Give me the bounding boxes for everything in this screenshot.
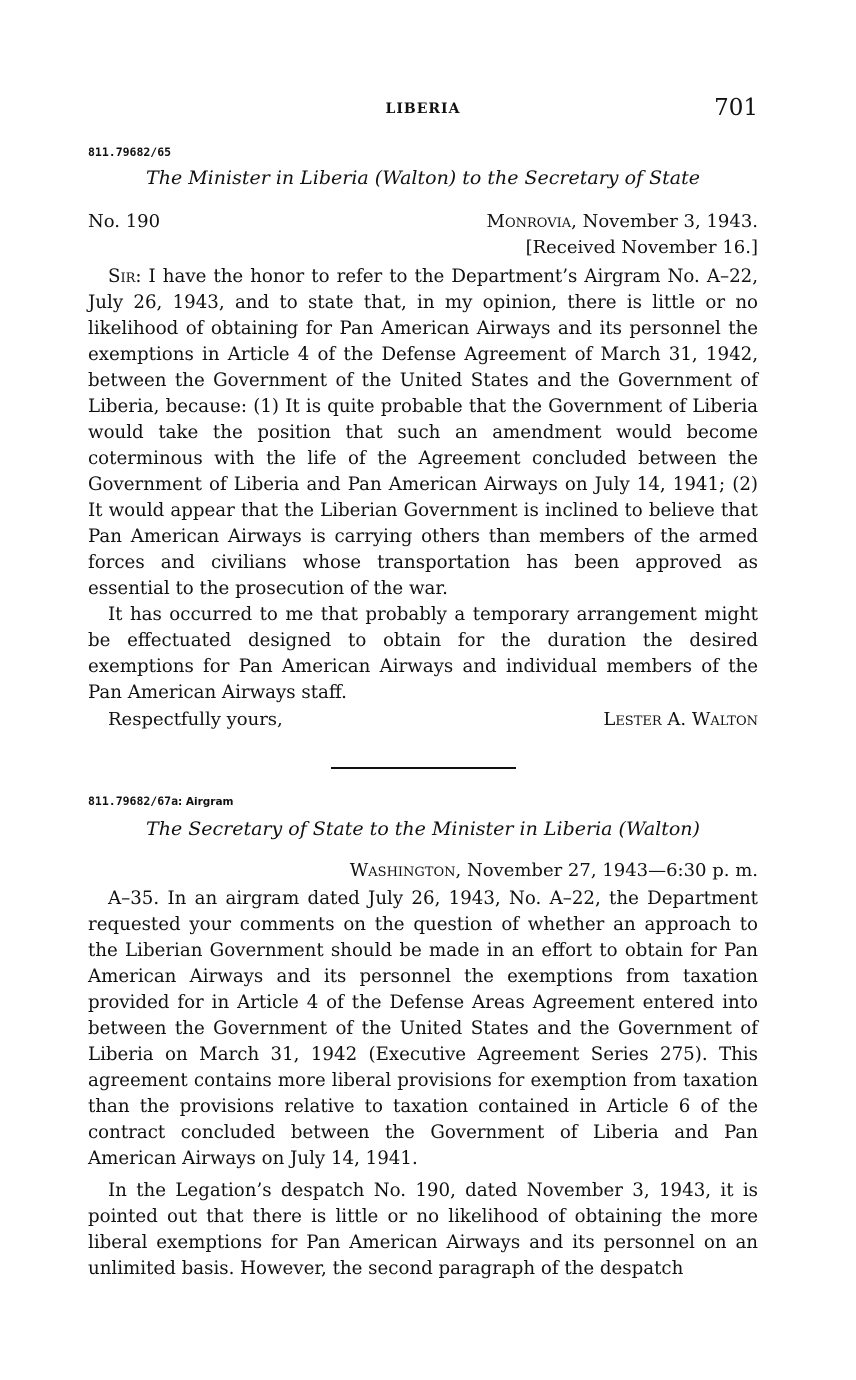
section-divider: [331, 767, 516, 769]
file-reference: [88, 794, 234, 808]
page-number: 701: [714, 95, 758, 121]
airgram-body: [88, 886, 758, 1282]
letter-body: [88, 264, 758, 706]
despatch-number: No. 190: [88, 211, 161, 232]
paragraph: [88, 264, 758, 602]
closing-line: [108, 709, 758, 730]
paragraph-text: : I have the honor to refer to the Department’s Airgram No. A–22, July 26, 1943, and to state that, in my opinion, there is little or no likelihood of obtaining for Pan American Airways and its personnel the exemptions in Article 4 of the Defense Agreement of March 31, 1942, between the Government of the United States and the Government of Liberia, because: (1) It is quite probable that the Government of Liberia would take the position that such an amendment would become coterminous with the life of the Agreement concluded between the Government of Liberia and Pan American Airways on July 14, 1941; (2) It would appear that the Liberian Government is inclined to believe that Pan American Airways is carrying others than members of the armed forces and civilians whose transportation has been approved as essential to the prosecution of the war.: [88, 266, 758, 599]
date-text: , November 27, 1943—6:30 p. m.: [455, 860, 758, 881]
received-note: [Received November 16.]: [525, 237, 758, 258]
place-date: [487, 211, 758, 232]
running-title: LIBERIA: [385, 101, 461, 117]
document-title: The Minister in Liberia (Walton) to the Secretary of State: [146, 167, 700, 189]
file-reference: 811.79682/65: [88, 145, 172, 159]
salutation: Sir: [108, 266, 136, 287]
file-ref-number: 811.79682/67a: [88, 794, 179, 808]
running-header: [88, 95, 758, 125]
paragraph: It has occurred to me that probably a temporary arrangement might be effectuated designed to obtain for the duration the desired exemptions for Pan American Airways and individual members of the Pan American Airways staff.: [88, 604, 758, 703]
place-name: Monrovia: [486, 211, 572, 232]
file-ref-note: : Airgram: [178, 796, 234, 808]
paragraph: A–35. In an airgram dated July 26, 1943, No. A–22, the Department requested your comments on the question of whether an approach to the Liberian Government should be made in an effort to obtain for Pan American Airways and its personnel the exemptions from taxation provided for in Article 4 of the Defense Areas Agreement entered into between the Government of the United States and the Government of Liberia on March 31, 1942 (Executive Agreement Series 275). This agreement contains more liberal provisions for exemption from taxation than the provisions relative to taxation contained in Article 6 of the contract concluded between the Government of Liberia and Pan American Airways on July 14, 1941.: [88, 888, 758, 1169]
date-text: , November 3, 1943.: [571, 211, 758, 232]
dateline: [350, 860, 758, 881]
paragraph: In the Legation’s despatch No. 190, dated November 3, 1943, it is pointed out that there is little or no likelihood of obtaining the more liberal exemptions for Pan American Airways and its personnel on an unlimited basis. However, the second paragraph of the despatch: [88, 1180, 758, 1279]
document-title: The Secretary of State to the Minister in Liberia (Walton): [146, 818, 700, 840]
place-name: Washington: [349, 860, 456, 881]
closing: Respectfully yours,: [108, 709, 283, 730]
dateline: [88, 211, 758, 232]
signature: Lester A. Walton: [603, 709, 758, 730]
